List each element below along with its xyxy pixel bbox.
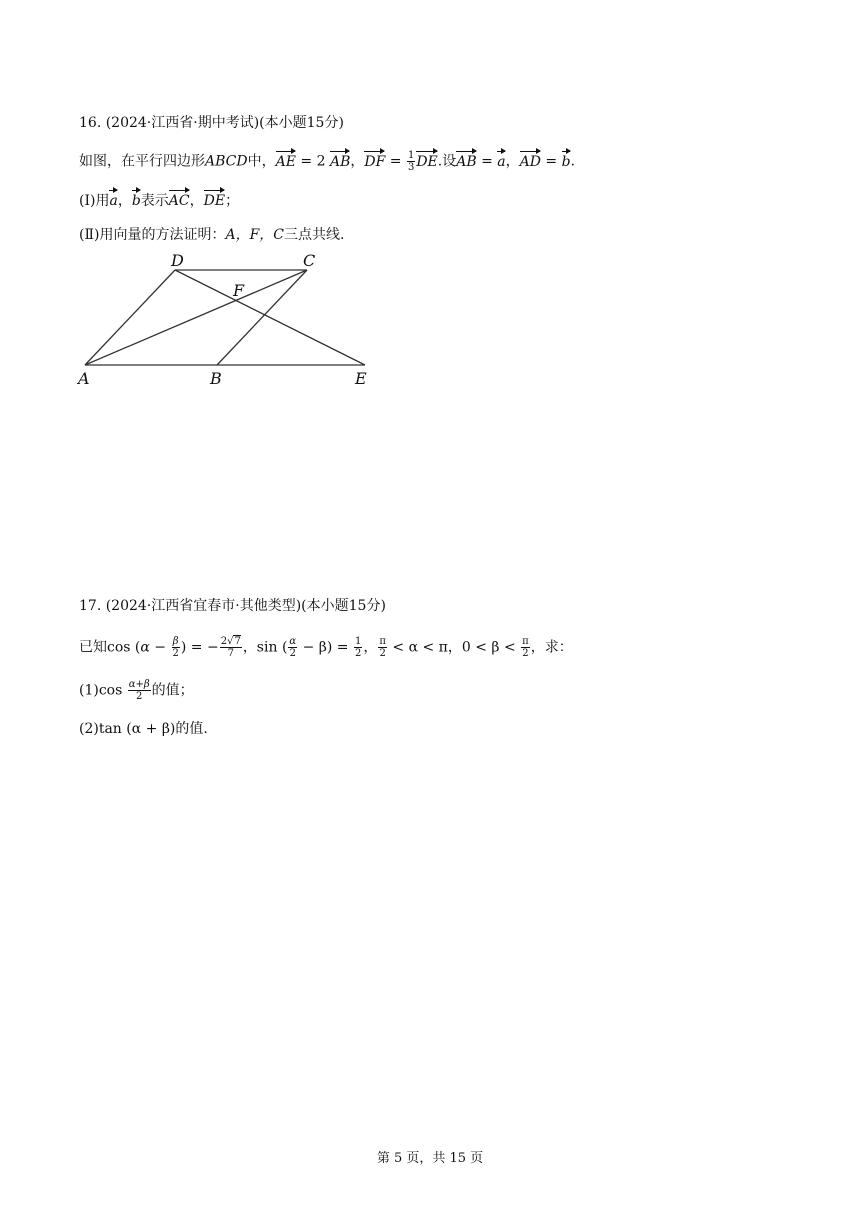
fraction: $\frac{\pi}{2}$ [379, 636, 386, 659]
text: ABCD [205, 153, 248, 170]
label-C: C [303, 251, 316, 270]
vector-a: a [497, 153, 506, 170]
vector-AB: AB [329, 153, 351, 170]
label-D: D [171, 251, 184, 270]
vector-AD: AD [519, 153, 541, 170]
segment-AD [85, 270, 175, 365]
q16-part2: (Ⅱ)用向量的方法证明：A，F，C三点共线. [79, 227, 345, 243]
segment-DE [175, 270, 365, 365]
text: .设 [437, 153, 457, 170]
fraction: $\frac{\alpha+\beta}{2}$ [128, 679, 150, 702]
vector-a: a [109, 193, 118, 209]
vector-DF: DF [364, 153, 386, 170]
text: = [476, 153, 498, 170]
text: . [570, 153, 576, 170]
q16-part1: (Ⅰ)用a，b表示AC，DE； [79, 193, 240, 209]
q16-stem [79, 150, 575, 173]
vector-DE: DE [203, 193, 226, 209]
fraction: $\frac{\beta}{2}$ [172, 636, 179, 659]
fraction: $\frac{\pi}{2}$ [522, 636, 529, 659]
text: = 2 [295, 153, 330, 170]
vector-AE: AE [275, 153, 296, 170]
label-B: B [210, 369, 222, 388]
fraction: $\frac{2√7}{7}$ [220, 636, 241, 659]
text: = [385, 153, 406, 170]
q17-part1: (1)cos $\frac{\alpha+\beta}{2}$ 的值； [79, 679, 194, 702]
segment-BC [217, 270, 307, 365]
vector-b: b [561, 153, 571, 170]
q17-part2: (2)tan (α + β)的值. [79, 721, 208, 737]
fraction: $\frac{1}{2}$ [355, 636, 362, 659]
vector-DE: DE [416, 153, 438, 170]
text: ， [505, 153, 520, 170]
q17-stem: 已知cos (α − $\frac{\beta}{2}$ ) = − $\frac{2√7}{7}$ ，sin ( $\frac{\alpha}{2}$ − β) = $\frac{1}{2}$ ， $\frac{\pi}{2}$ < α < π，0 < β < $\frac{\pi}{2}$ ，求： [79, 636, 573, 659]
vector-AB: AB [456, 153, 477, 170]
vector-b: b [131, 193, 141, 209]
text: = [540, 153, 562, 170]
page-footer: 第 5 页，共 15 页 [376, 1151, 484, 1166]
text: 中， [247, 153, 276, 170]
label-A: A [78, 369, 90, 388]
vector-AC: AC [168, 193, 190, 209]
fraction: $\frac{1}{3}$ [407, 150, 415, 173]
q16-header: 16. (2024·江西省·期中考试)(本小题15分) [79, 115, 344, 131]
parallelogram-figure [70, 248, 390, 390]
q17-header: 17. (2024·江西省宜春市·其他类型)(本小题15分) [79, 598, 386, 614]
text: 如图，在平行四边形 [79, 153, 205, 170]
label-E: E [355, 369, 367, 388]
fraction: $\frac{\alpha}{2}$ [289, 636, 297, 659]
text: ， [350, 153, 365, 170]
segment-AC [85, 270, 307, 365]
label-F: F [233, 281, 245, 300]
